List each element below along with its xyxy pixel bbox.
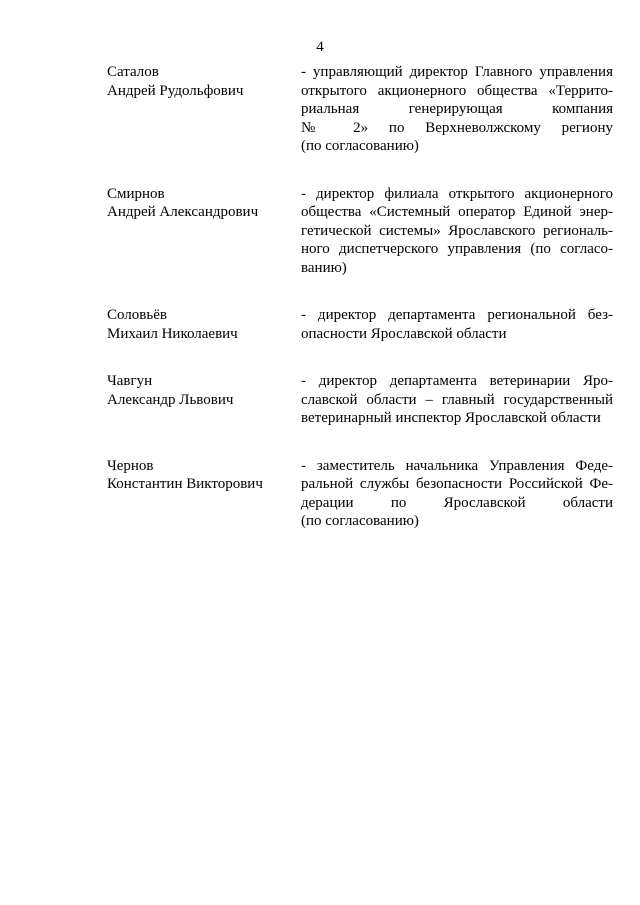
role-line: опасности Ярославской области <box>301 325 507 342</box>
member-role <box>301 185 613 278</box>
list-item <box>107 457 613 531</box>
role-line: - директор департамента региональной без- <box>301 307 613 323</box>
member-given-names: Андрей Александрович <box>107 204 259 220</box>
role-line: гетической системы» Ярославского региональ- <box>301 222 613 239</box>
role-line: - директор филиала открытого акционерного <box>301 185 613 202</box>
member-role <box>301 457 613 531</box>
role-line: славской области – главный государственный <box>301 391 613 408</box>
role-line: открытого акционерного общества «Террито- <box>301 82 613 99</box>
list-item <box>107 372 613 428</box>
role-line: - управляющий директор Главного управления <box>301 64 613 80</box>
member-given-names: Андрей Рудольфович <box>107 82 244 99</box>
member-given-names: Константин Викторович <box>107 476 263 492</box>
role-line: - заместитель начальника Управления Феде- <box>301 457 613 474</box>
member-role <box>301 63 613 156</box>
role-line: (по согласованию) <box>301 138 419 154</box>
member-given-names: Михаил Николаевич <box>107 325 238 342</box>
role-line: риальная генерирующая компания <box>301 101 613 117</box>
role-line: дерации по Ярославской области <box>301 494 613 511</box>
role-line: (по согласованию) <box>301 513 419 529</box>
member-name <box>107 372 301 428</box>
role-line: ральной службы безопасности Российской Фе- <box>301 476 613 492</box>
list-item <box>107 185 613 278</box>
member-surname: Соловьёв <box>107 307 167 323</box>
member-role <box>301 372 613 428</box>
member-name <box>107 306 301 343</box>
role-line: ного диспетчерского управления (по согласо- <box>301 241 613 257</box>
member-surname: Чернов <box>107 457 154 474</box>
member-name <box>107 457 301 531</box>
list-item <box>107 306 613 343</box>
role-line: ванию) <box>301 259 347 276</box>
member-surname: Смирнов <box>107 185 165 202</box>
role-line: общества «Системный оператор Единой энер- <box>301 204 613 220</box>
member-surname: Саталов <box>107 64 159 80</box>
role-line: ветеринарный инспектор Ярославской области <box>301 410 601 426</box>
member-given-names: Александр Львович <box>107 391 234 408</box>
member-name <box>107 185 301 278</box>
members-list <box>107 63 613 560</box>
page-number: 4 <box>316 39 324 55</box>
member-role <box>301 306 613 343</box>
member-surname: Чавгун <box>107 373 153 389</box>
member-name <box>107 63 301 156</box>
role-line: № 2» по Верхневолжскому региону <box>301 119 613 136</box>
role-line: - директор департамента ветеринарии Яро- <box>301 373 613 389</box>
list-item <box>107 63 613 156</box>
